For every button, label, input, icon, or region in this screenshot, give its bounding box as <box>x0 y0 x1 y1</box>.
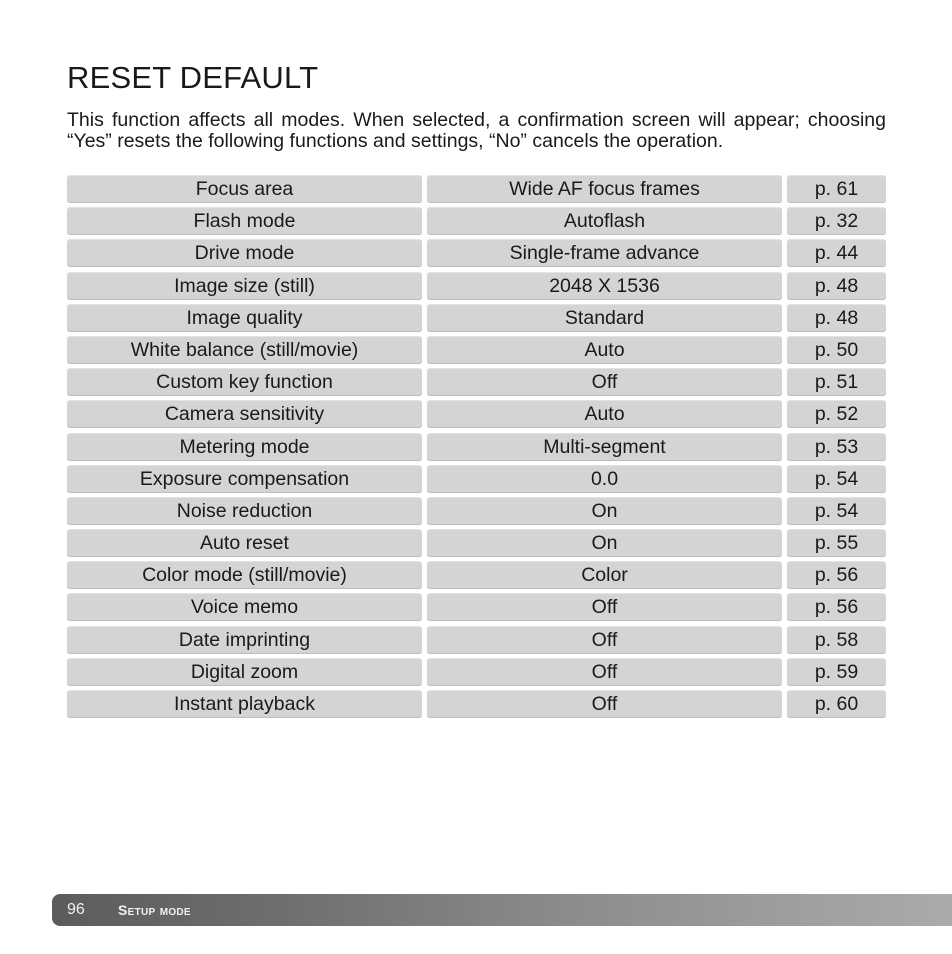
function-cell: Date imprinting <box>67 626 422 654</box>
value-cell: 2048 X 1536 <box>427 272 782 300</box>
value-cell: Auto <box>427 400 782 428</box>
table-row <box>67 465 886 493</box>
function-cell: Custom key function <box>67 368 422 396</box>
page-number: 96 <box>67 901 85 918</box>
function-cell: Digital zoom <box>67 658 422 686</box>
function-cell: Voice memo <box>67 593 422 621</box>
table-row <box>67 272 886 300</box>
function-cell: Drive mode <box>67 239 422 267</box>
page-ref-cell: p. 53 <box>787 433 886 461</box>
footer-bar <box>52 894 952 926</box>
value-cell: Off <box>427 690 782 718</box>
value-cell: Off <box>427 368 782 396</box>
value-cell: Off <box>427 593 782 621</box>
function-cell: Image quality <box>67 304 422 332</box>
table-row <box>67 593 886 621</box>
intro-paragraph: This function affects all modes. When selected, a confirmation screen will appear; choosing “Yes” resets the following functions and settings, “No” cancels the operation. <box>67 109 886 152</box>
value-cell: Auto <box>427 336 782 364</box>
function-cell: White balance (still/movie) <box>67 336 422 364</box>
table-row <box>67 368 886 396</box>
function-cell: Camera sensitivity <box>67 400 422 428</box>
value-cell: On <box>427 497 782 525</box>
value-cell: 0.0 <box>427 465 782 493</box>
value-cell: Autoflash <box>427 207 782 235</box>
value-cell: Standard <box>427 304 782 332</box>
page-ref-cell: p. 50 <box>787 336 886 364</box>
value-cell: Color <box>427 561 782 589</box>
table-row <box>67 239 886 267</box>
page-ref-cell: p. 54 <box>787 497 886 525</box>
page-title: RESET DEFAULT <box>67 60 319 95</box>
value-cell: On <box>427 529 782 557</box>
table-row <box>67 626 886 654</box>
table-row <box>67 658 886 686</box>
function-cell: Metering mode <box>67 433 422 461</box>
page-ref-cell: p. 60 <box>787 690 886 718</box>
page-ref-cell: p. 44 <box>787 239 886 267</box>
table-row <box>67 207 886 235</box>
table-row <box>67 400 886 428</box>
page-ref-cell: p. 54 <box>787 465 886 493</box>
table-row <box>67 497 886 525</box>
table-row <box>67 336 886 364</box>
function-cell: Flash mode <box>67 207 422 235</box>
value-cell: Single-frame advance <box>427 239 782 267</box>
function-cell: Noise reduction <box>67 497 422 525</box>
page-ref-cell: p. 59 <box>787 658 886 686</box>
table-row <box>67 561 886 589</box>
table-row <box>67 529 886 557</box>
page-ref-cell: p. 55 <box>787 529 886 557</box>
page-ref-cell: p. 61 <box>787 175 886 203</box>
page-ref-cell: p. 56 <box>787 561 886 589</box>
page-ref-cell: p. 32 <box>787 207 886 235</box>
function-cell: Focus area <box>67 175 422 203</box>
reset-settings-table <box>67 175 886 722</box>
table-row <box>67 433 886 461</box>
page-ref-cell: p. 48 <box>787 272 886 300</box>
page-ref-cell: p. 52 <box>787 400 886 428</box>
function-cell: Instant playback <box>67 690 422 718</box>
function-cell: Exposure compensation <box>67 465 422 493</box>
value-cell: Multi-segment <box>427 433 782 461</box>
value-cell: Wide AF focus frames <box>427 175 782 203</box>
table-row <box>67 690 886 718</box>
table-row <box>67 304 886 332</box>
page-ref-cell: p. 56 <box>787 593 886 621</box>
page-ref-cell: p. 51 <box>787 368 886 396</box>
function-cell: Auto reset <box>67 529 422 557</box>
value-cell: Off <box>427 626 782 654</box>
section-name: Setup mode <box>118 902 191 918</box>
table-row <box>67 175 886 203</box>
page-ref-cell: p. 58 <box>787 626 886 654</box>
function-cell: Color mode (still/movie) <box>67 561 422 589</box>
value-cell: Off <box>427 658 782 686</box>
function-cell: Image size (still) <box>67 272 422 300</box>
page-ref-cell: p. 48 <box>787 304 886 332</box>
